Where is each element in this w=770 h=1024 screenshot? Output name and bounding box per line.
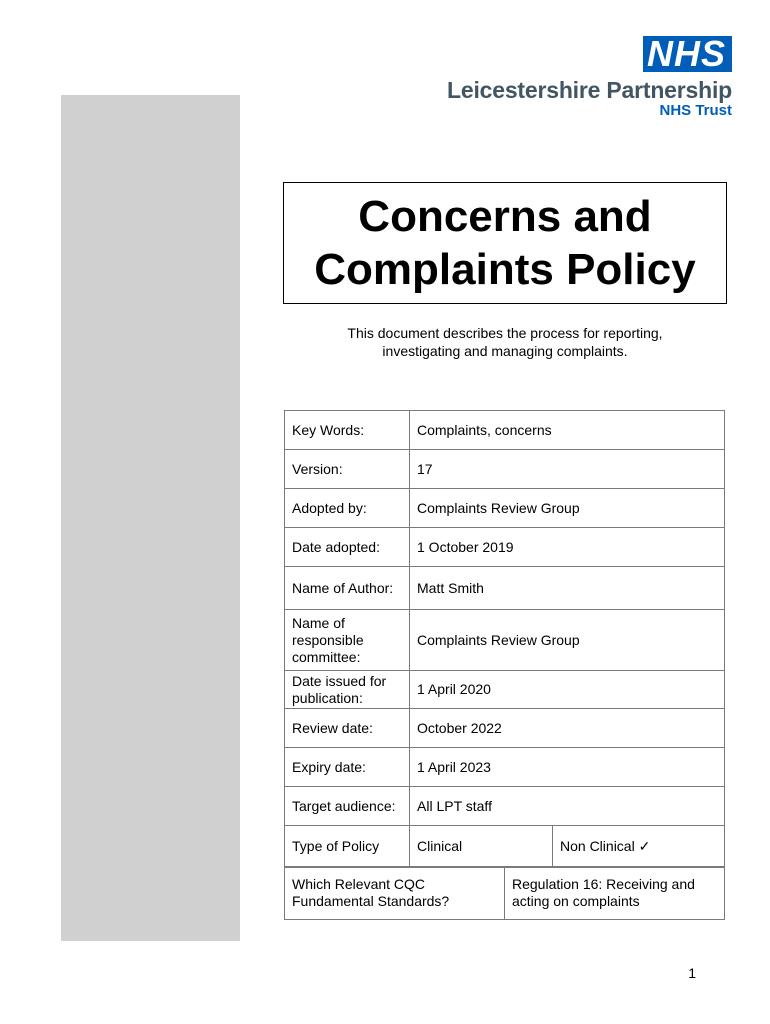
policy-type-label: Type of Policy (285, 826, 410, 868)
table-row (285, 826, 725, 868)
table-row (285, 450, 725, 489)
cqc-standards-table (284, 866, 725, 920)
date-adopted-value: 1 October 2019 (410, 528, 725, 567)
expiry-date-label: Expiry date: (285, 748, 410, 787)
table-row (285, 787, 725, 826)
review-date-value: October 2022 (410, 709, 725, 748)
policy-type-clinical: Clinical (410, 826, 553, 868)
organisation-subtitle: NHS Trust (659, 102, 732, 119)
cqc-value: Regulation 16: Receiving and acting on complaints (505, 867, 725, 920)
key-words-label: Key Words: (285, 411, 410, 450)
title-box (283, 182, 727, 304)
table-row (285, 748, 725, 787)
expiry-date-value: 1 April 2023 (410, 748, 725, 787)
target-audience-label: Target audience: (285, 787, 410, 826)
page-number: 1 (688, 965, 696, 981)
committee-value: Complaints Review Group (410, 610, 725, 671)
table-row (285, 709, 725, 748)
table-row (285, 610, 725, 671)
nhs-badge: NHS (643, 36, 732, 72)
review-date-label: Review date: (285, 709, 410, 748)
adopted-by-value: Complaints Review Group (410, 489, 725, 528)
date-issued-value: 1 April 2020 (410, 671, 725, 709)
table-row (285, 528, 725, 567)
policy-info-table (284, 410, 725, 868)
date-adopted-label: Date adopted: (285, 528, 410, 567)
organisation-name: Leicestershire Partnership (447, 77, 732, 103)
nhs-logo (447, 33, 732, 120)
document-title: Concerns and Complaints Policy (314, 192, 696, 294)
table-row (285, 671, 725, 709)
author-value: Matt Smith (410, 567, 725, 610)
adopted-by-label: Adopted by: (285, 489, 410, 528)
target-audience-value: All LPT staff (410, 787, 725, 826)
side-bar (61, 95, 240, 941)
key-words-value: Complaints, concerns (410, 411, 725, 450)
version-label: Version: (285, 450, 410, 489)
date-issued-label: Date issued for publication: (285, 671, 410, 709)
table-row (285, 411, 725, 450)
table-row (285, 489, 725, 528)
table-row (285, 567, 725, 610)
committee-label: Name of responsible committee: (285, 610, 410, 671)
intro-text: This document describes the process for reporting, investigating and managing complaints. (347, 325, 663, 359)
author-label: Name of Author: (285, 567, 410, 610)
cqc-label: Which Relevant CQC Fundamental Standards? (285, 867, 505, 920)
version-value: 17 (410, 450, 725, 489)
policy-type-non-clinical: Non Clinical ✓ (553, 826, 725, 868)
table-row (285, 867, 725, 920)
